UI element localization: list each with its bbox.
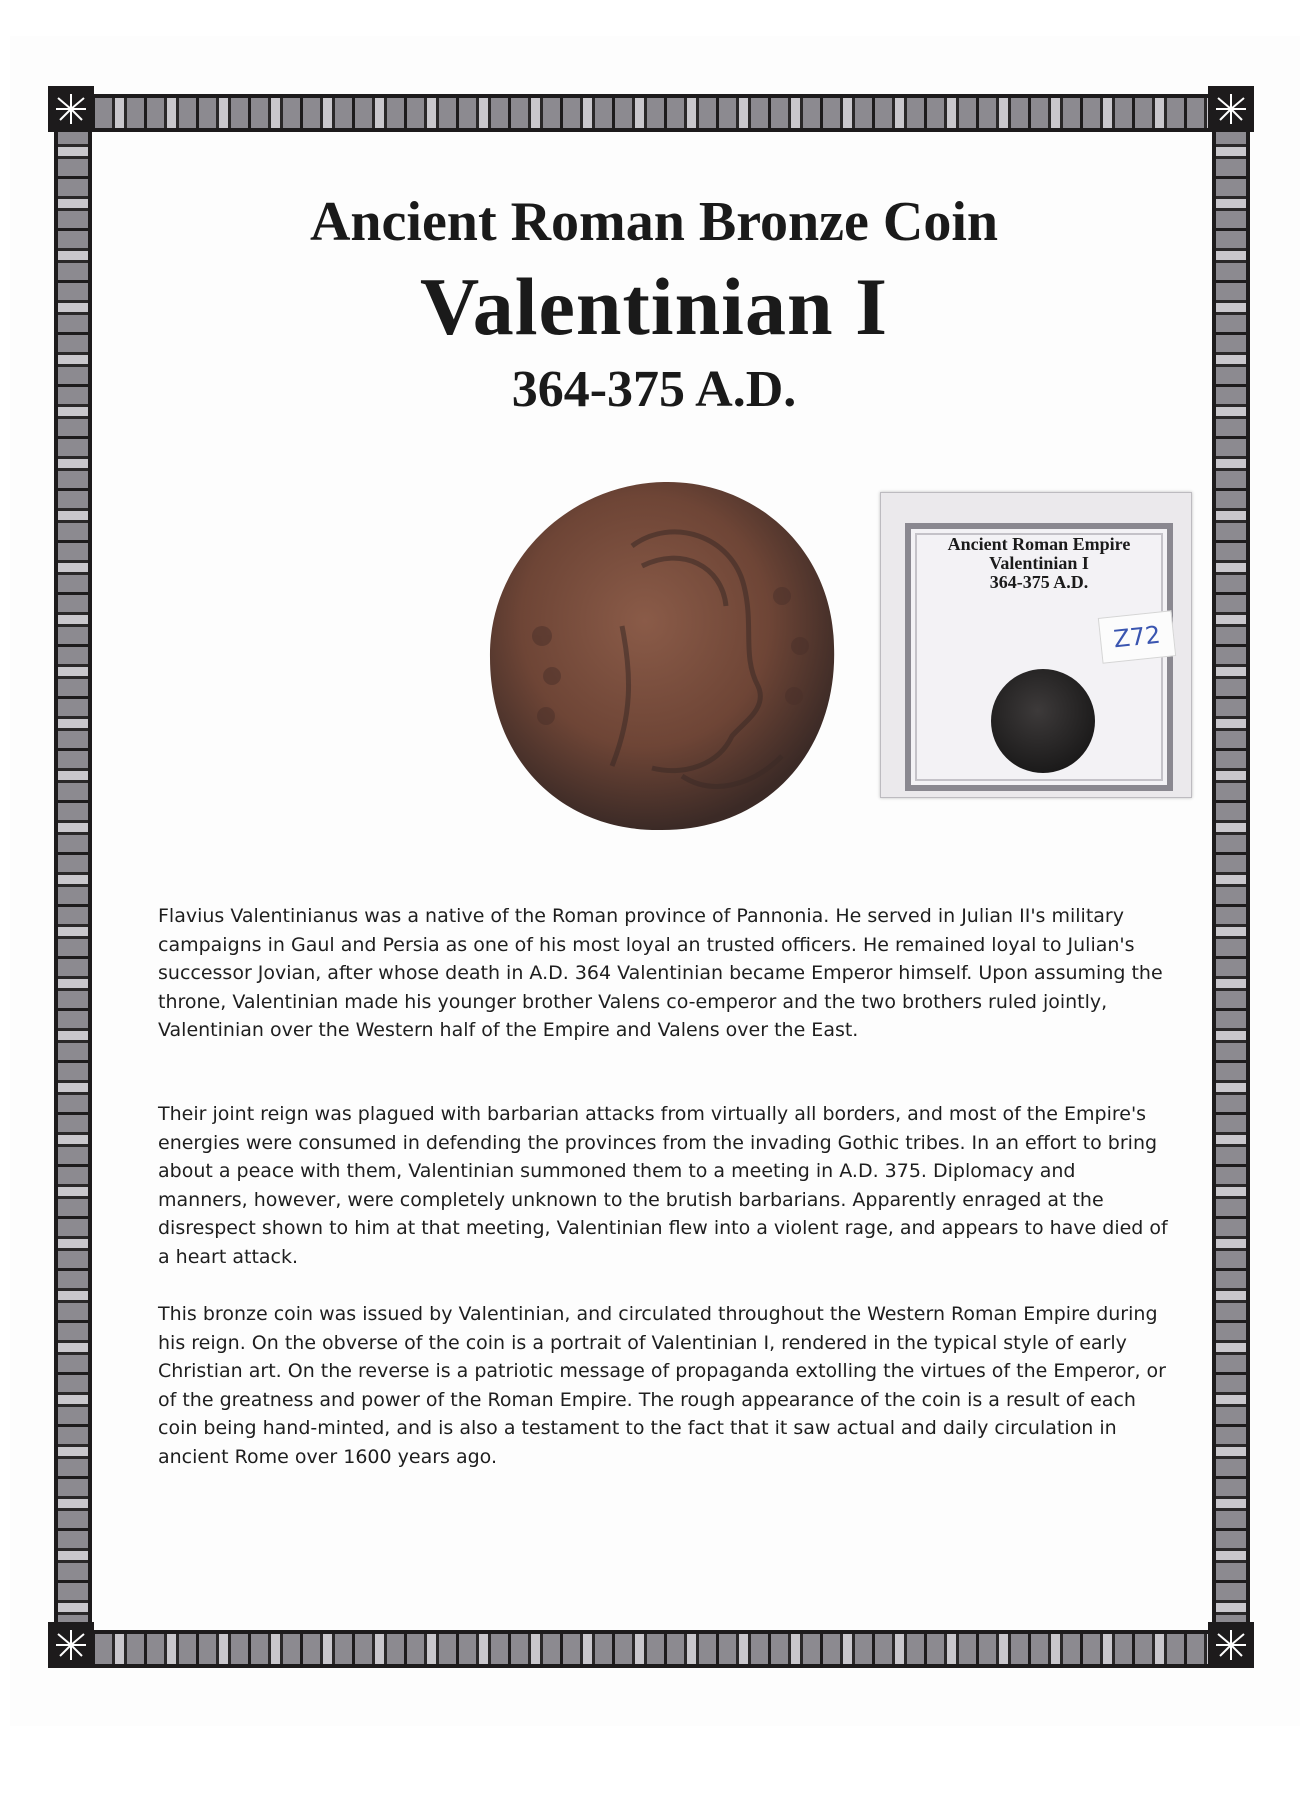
corner-ornament-icon	[48, 1622, 94, 1668]
history-paragraph: Their joint reign was plagued with barbarian attacks from virtually all borders, and most of the Empire's energies were consumed in defending the provinces from the invading Gothic tribes. In an effort to bring about a peace with them, Valentinian summoned them to a meeting in A.D. 375. Diplomacy and manners, however, were completely unknown to the brutish barbarians. Apparently enraged at the disrespect shown to him at that meeting, Valentinian flew into a violent rage, and appears to have died of a heart attack.	[158, 1103, 1168, 1268]
corner-ornament-icon	[48, 86, 94, 132]
coin-obverse-photo	[482, 476, 842, 836]
ornamental-border-bottom	[92, 1630, 1210, 1668]
inventory-tag: Z72	[1098, 610, 1176, 663]
corner-ornament-icon	[1208, 86, 1254, 132]
holder-label-line-2: Valentinian I	[989, 553, 1089, 573]
title-dates: 364-375 A.D.	[511, 361, 797, 418]
holder-coin-photo	[988, 666, 1098, 776]
ornamental-border-top	[92, 94, 1210, 132]
ornamental-border-left	[54, 124, 92, 1630]
coin-description-paragraph: This bronze coin was issued by Valentinian, and circulated throughout the Western Roman Empire during his reign. On the obverse of the coin is a portrait of Valentinian I, rendered in the typical style of early Christian art. On the reverse is a patriotic message of propaganda extolling the virtues of the Emperor, or of the greatness and power of the Roman Empire. The rough appearance of the coin is a result of each coin being hand-minted, and is also a testament to the fact that it saw actual and daily circulation in ancient Rome over 1600 years ago.	[158, 1303, 1166, 1468]
title-emperor-name: Valentinian I	[420, 261, 888, 352]
corner-ornament-icon	[1208, 1622, 1254, 1668]
ornamental-border-right	[1212, 124, 1250, 1630]
history-paragraph: Flavius Valentinianus was a native of the Roman province of Pannonia. He served in Julian II's military campaigns in Gaul and Persia as one of his most loyal an trusted officers. He remained loyal to Julian's successor Jovian, after whose death in A.D. 364 Valentinian became Emperor himself. Upon assuming the throne, Valentinian made his younger brother Valens co-emperor and the two brothers ruled jointly, Valentinian over the Western half of the Empire and Valens over the East.	[158, 905, 1163, 1041]
holder-label-line-3: 364-375 A.D.	[989, 572, 1089, 592]
holder-label-line-1: Ancient Roman Empire	[947, 534, 1131, 554]
title-line-1: Ancient Roman Bronze Coin	[309, 191, 999, 253]
